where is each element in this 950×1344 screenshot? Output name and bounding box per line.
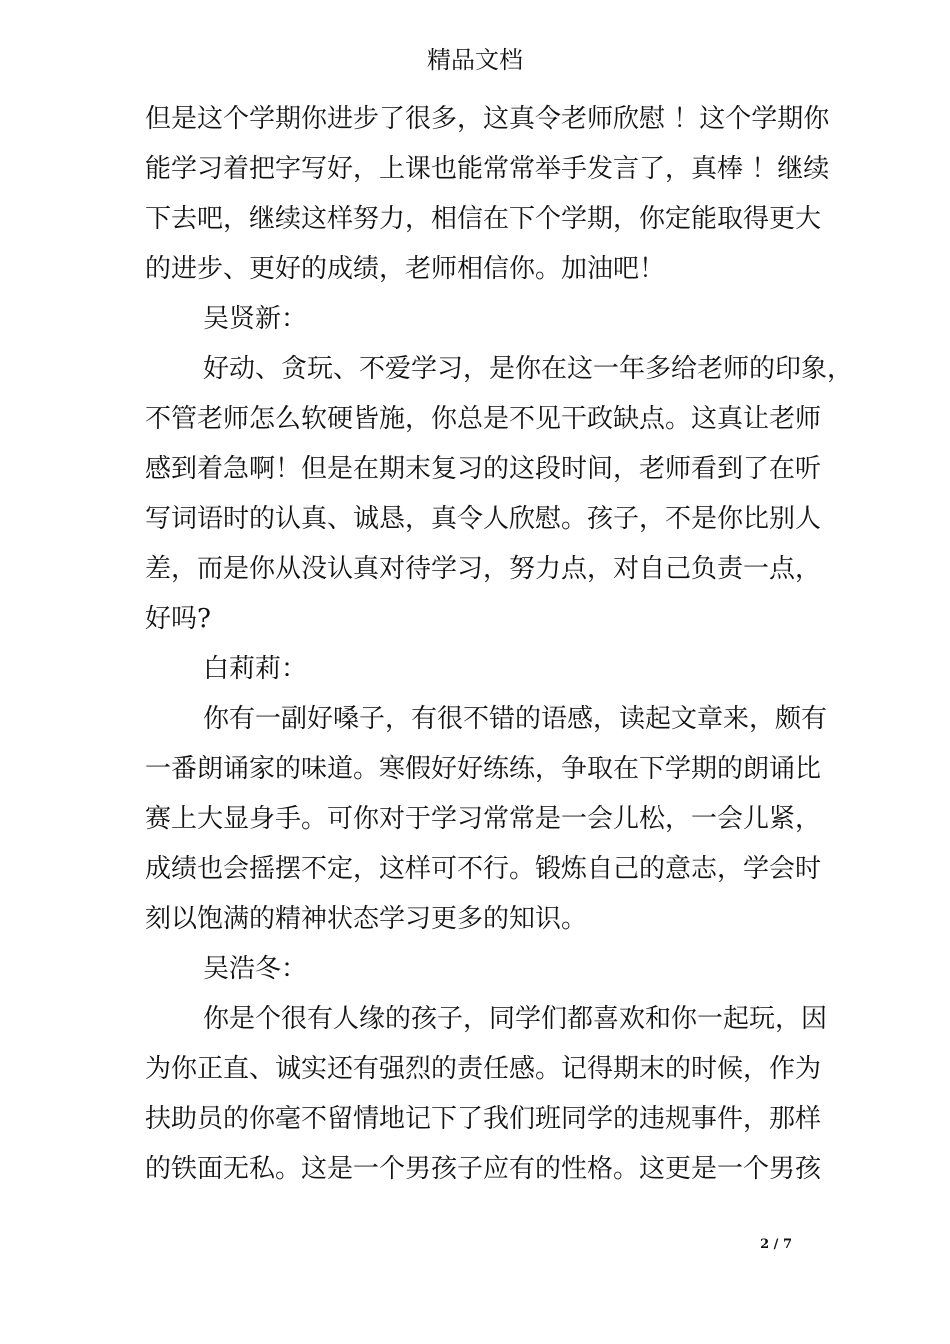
text-line: 的进步、更好的成绩，老师相信你。加油吧！ (145, 254, 666, 284)
text-line: 写词语时的认真、诚恳，真令人欣慰。孩子，不是你比别人 (145, 504, 822, 534)
text-line: 的铁面无私。这是一个男孩子应有的性格。这更是一个男孩 (145, 1154, 822, 1184)
page-header-title: 精品文档 (427, 46, 523, 74)
text-line: 赛上大显身手。可你对于学习常常是一会儿松，一会儿紧， (145, 804, 822, 834)
text-line: 好吗? (145, 604, 211, 634)
page-number: 2 / 7 (760, 1237, 792, 1252)
text-line: 一番朗诵家的味道。寒假好好练练，争取在下学期的朗诵比 (145, 754, 822, 784)
text-line: 你是个很有人缘的孩子，同学们都喜欢和你一起玩，因 (203, 1004, 828, 1034)
text-line: 感到着急啊！但是在期末复习的这段时间，老师看到了在听 (145, 454, 822, 484)
text-line: 能学习着把字写好，上课也能常常举手发言了，真棒 ！继续 (145, 154, 830, 184)
document-body (145, 94, 854, 1194)
text-line: 不管老师怎么软硬皆施，你总是不见干政缺点。这真让老师 (145, 404, 822, 434)
text-line: 为你正直、诚实还有强烈的责任感。记得期末的时候，作为 (145, 1054, 822, 1084)
student-name-heading: 吴贤新： (203, 304, 308, 334)
text-line: 刻以饱满的精神状态学习更多的知识。 (145, 904, 588, 934)
text-line: 下去吧，继续这样努力，相信在下个学期，你定能取得更大 (145, 204, 822, 234)
student-name-heading: 白莉莉： (203, 654, 308, 684)
text-line: 但是这个学期你进步了很多，这真令老师欣慰 ！这个学期你 (145, 104, 830, 134)
student-name-heading: 吴浩冬： (203, 954, 308, 984)
text-line: 好动、贪玩、不爱学习，是你在这一年多给老师的印象， (203, 354, 854, 384)
text-line: 你有一副好嗓子，有很不错的语感，读起文章来，颇有 (203, 704, 828, 734)
text-line: 差，而是你从没认真对待学习，努力点，对自己负责一点， (145, 554, 822, 584)
text-line: 成绩也会摇摆不定，这样可不行。锻炼自己的意志，学会时 (145, 854, 822, 884)
text-line: 扶助员的你毫不留情地记下了我们班同学的违规事件，那样 (145, 1104, 822, 1134)
